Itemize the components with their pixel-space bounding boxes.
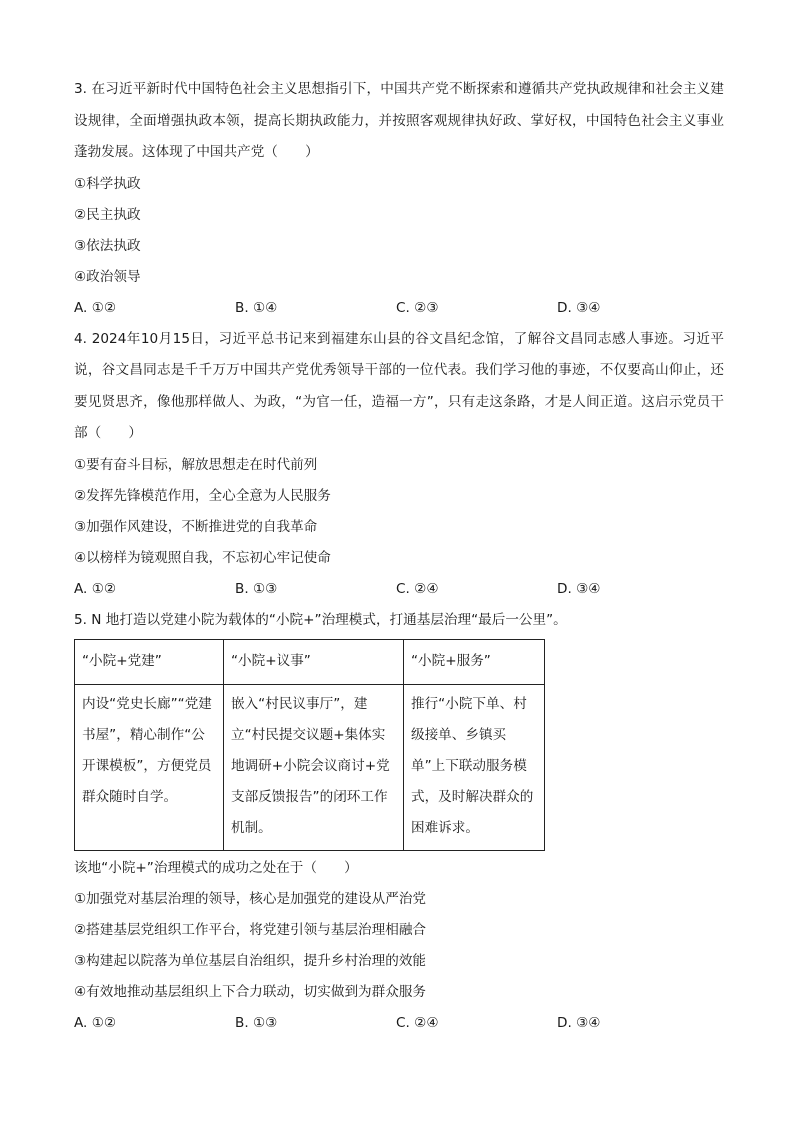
- question-5-choice-b: B. ①③: [235, 1014, 278, 1031]
- question-4: [74, 324, 724, 605]
- question-3-option-4: ④政治领导: [74, 268, 141, 285]
- case-table-cell-service: 推行“小院下单、村级接单、乡镇买单”上下联动服务模式，及时解决群众的困难诉求。: [404, 684, 545, 850]
- question-3-option-3: ③依法执政: [74, 237, 141, 254]
- case-table-header-party: “小院+党建”: [75, 639, 224, 684]
- question-3-stem: 3. 在习近平新时代中国特色社会主义思想指引下，中国共产党不断探索和遵循共产党执政规律和社会主义建设规律，全面增强执政本领，提高长期执政能力，并按照客观规律执好政、掌好权，中国特色社会主义事业蓬勃发展。这体现了中国共产党（ ）: [74, 81, 724, 160]
- exam-page: [74, 74, 724, 1039]
- case-table-header-service: “小院+服务”: [404, 639, 545, 684]
- question-3-choice-a: A. ①②: [74, 299, 117, 316]
- question-3-choices: [74, 293, 724, 324]
- question-5-choice-d: D. ③④: [557, 1014, 601, 1031]
- case-table-cell-discussion: 嵌入“村民议事厅”，建立“村民提交议题+集体实地调研+小院会议商讨+党支部反馈报告”的闭环工作机制。: [224, 684, 404, 850]
- question-3-choice-c: C. ②③: [396, 299, 439, 316]
- question-3: [74, 74, 724, 324]
- question-5-choice-c: C. ②④: [396, 1014, 439, 1031]
- question-5-option-4: ④有效地推动基层组织上下合力联动，切实做到为群众服务: [74, 983, 427, 1000]
- question-5: [74, 605, 724, 1039]
- question-5-stem: 该地“小院+”治理模式的成功之处在于（ ）: [74, 859, 358, 876]
- question-5-choices: [74, 1008, 724, 1039]
- question-4-choice-d: D. ③④: [557, 580, 601, 597]
- question-4-option-2: ②发挥先锋模范作用，全心全意为人民服务: [74, 487, 331, 504]
- case-table-header-row: [75, 639, 545, 684]
- case-table-cell-party: 内设“党史长廊”“党建书屋”，精心制作“公开课模板”，方便党员群众随时自学。: [75, 684, 224, 850]
- question-5-option-2: ②搭建基层党组织工作平台，将党建引领与基层治理相融合: [74, 921, 427, 938]
- question-5-intro: 5. N 地打造以党建小院为载体的“小院+”治理模式，打通基层治理“最后一公里”。: [74, 611, 567, 628]
- question-4-option-1: ①要有奋斗目标，解放思想走在时代前列: [74, 456, 318, 473]
- question-5-option-3: ③构建起以院落为单位基层自治组织，提升乡村治理的效能: [74, 952, 427, 969]
- question-3-option-1: ①科学执政: [74, 175, 141, 192]
- question-3-choice-d: D. ③④: [557, 299, 601, 316]
- question-3-option-2: ②民主执政: [74, 206, 141, 223]
- case-table-header-discussion: “小院+议事”: [224, 639, 404, 684]
- question-4-stem: 4. 2024年10月15日，习近平总书记来到福建东山县的谷文昌纪念馆，了解谷文昌同志感人事迹。习近平说，谷文昌同志是千千万万中国共产党优秀领导干部的一位代表。我们学习他的事迹，不仅要高山仰止，还要见贤思齐，像他那样做人、为政，“为官一任，造福一方”，只有走这条路，才是人间正道。这启示党员干部（ ）: [74, 330, 724, 441]
- question-4-choice-a: A. ①②: [74, 580, 117, 597]
- question-4-option-3: ③加强作风建设，不断推进党的自我革命: [74, 518, 318, 535]
- question-4-option-4: ④以榜样为镜观照自我，不忘初心牢记使命: [74, 549, 331, 566]
- case-table: [74, 639, 545, 851]
- question-4-choice-b: B. ①③: [235, 580, 278, 597]
- question-3-choice-b: B. ①④: [235, 299, 278, 316]
- question-4-choices: [74, 574, 724, 605]
- question-5-option-1: ①加强党对基层治理的领导，核心是加强党的建设从严治党: [74, 890, 427, 907]
- question-5-choice-a: A. ①②: [74, 1014, 117, 1031]
- case-table-body-row: [75, 684, 545, 850]
- question-4-choice-c: C. ②④: [396, 580, 439, 597]
